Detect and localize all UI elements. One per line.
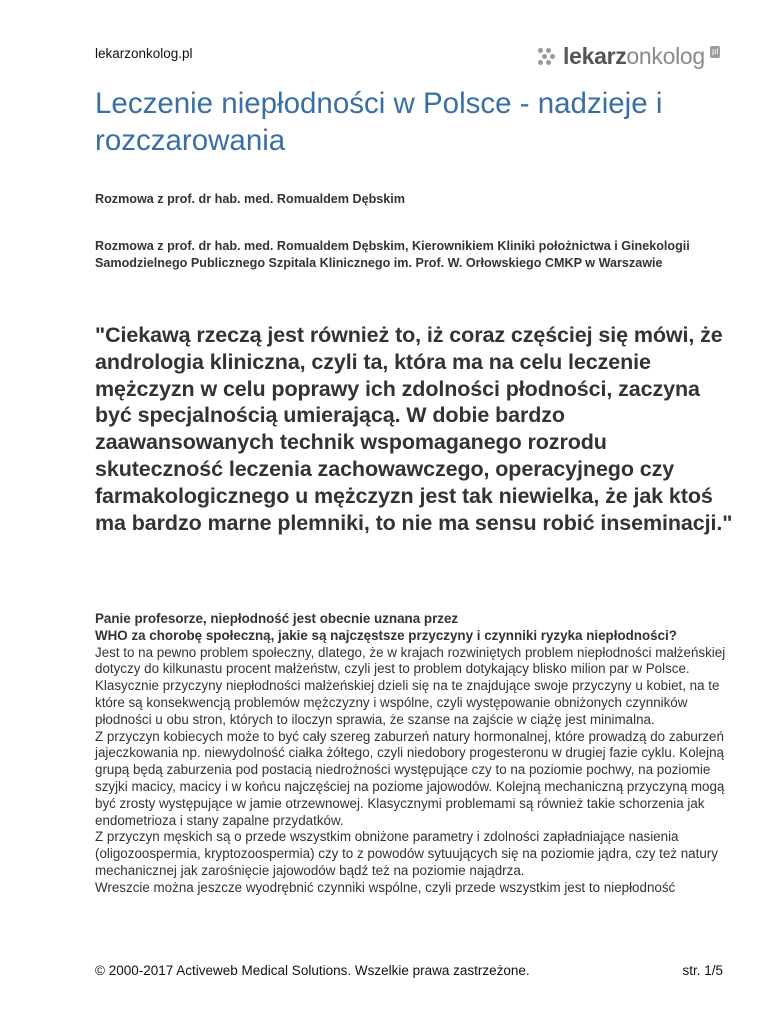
answer-paragraph: Z przyczyn męskich są o przede wszystkim obniżone parametry i zdolności zapładniające nasienia (oligozoospermia, kryptozoospermia) czy to z powodów sytuujących się na poziomie jądra, czy też natury mechanicznej jak zarośnięcie jajowodów bądź też na poziomie najądrza. xyxy=(95,829,718,878)
logo-part1: lekarz xyxy=(563,43,627,69)
pull-quote: "Ciekawą rzeczą jest również to, iż coraz częściej się mówi, że andrologia kliniczna, czyli ta, która ma na celu leczenie mężczyzn w celu poprawy ich zdolności płodności, zaczyna być specjalnością umierającą. W dobie bardzo zaawansowanych technik wspomaganego rozrodu skuteczność leczenia zachowawczego, operacyjnego czy farmakologicznego u mężczyzn jest tak niewielka, że jak ktoś ma bardzo marne plemniki, to nie ma sensu robić inseminacji." xyxy=(95,323,733,535)
article-subtitle: Rozmowa z prof. dr hab. med. Romualdem Dębskim xyxy=(95,192,405,206)
site-logo[interactable] xyxy=(538,42,728,72)
logo-badge: pl xyxy=(712,47,719,56)
answer-paragraph: Wreszcie można jeszcze wyodrębnić czynniki wspólne, czyli przede wszystkim jest to niepłodność xyxy=(95,879,676,895)
logo-dots-icon xyxy=(538,48,560,66)
answer-paragraph: Jest to na pewno problem społeczny, dlatego, że w krajach rozwiniętych problem niepłodności małżeńskiej dotyczy do kilkunastu procent małżeństw, czyli jest to problem dotykający blisko milion par w Polsce. xyxy=(95,644,726,677)
interview-question-line-2: WHO za chorobę społeczną, jakie są najczęstsze przyczyny i czynniki ryzyka niepłodności? xyxy=(95,627,677,643)
answer-paragraph: Klasycznie przyczyny niepłodności małżeńskiej dzieli się na te znajdujące swoje przyczyny u kobiet, na te które są konsekwencją problemów mężczyzny i wspólne, czyli występowanie obniżonych czynników płodności u obu stron, których to iloczyn sprawia, że szanse na zajście w ciążę jest minimalna. xyxy=(95,678,720,727)
logo-part2: onkolog xyxy=(626,43,705,69)
answer-paragraph: Z przyczyn kobiecych może to być cały szereg zaburzeń natury hormonalnej, które prowadzą do zaburzeń jajeczkowania np. niewydolność ciałka żółtego, czyli niedobory progesteronu w drugiej fazie cyklu. Kolejną grupą będą zaburzenia pod postacią niedrożności występujące czy to na poziomie pochwy, na poziomie szyjki macicy, macicy i w końcu najczęściej na poziome jajowodów. Kolejną mechaniczną przyczyną mogą być zrosty występujące w jamie otrzewnowej. Klasycznymi problemami są również takie schorzenia jak endometrioza i stany zapalne przydatków. xyxy=(95,728,725,828)
footer-copyright: © 2000-2017 Activeweb Medical Solutions. Wszelkie prawa zastrzeżone. xyxy=(95,963,530,978)
page-number: str. 1/5 xyxy=(682,963,723,978)
site-name: lekarzonkolog.pl xyxy=(95,46,193,61)
article-title: Leczenie niepłodności w Polsce - nadzieje i rozczarowania xyxy=(95,87,663,157)
article-body xyxy=(95,611,735,897)
interview-question-line-1: Panie profesorze, niepłodność jest obecnie uznana przez xyxy=(95,611,459,626)
article-lead: Rozmowa z prof. dr hab. med. Romualdem Dębskim, Kierownikiem Kliniki położnictwa i Ginekologii Samodzielnego Publicznego Szpitala Klinicznego im. Prof. W. Orłowskiego CMKP w Warszawie xyxy=(95,239,690,270)
logo-wordmark xyxy=(563,43,705,70)
